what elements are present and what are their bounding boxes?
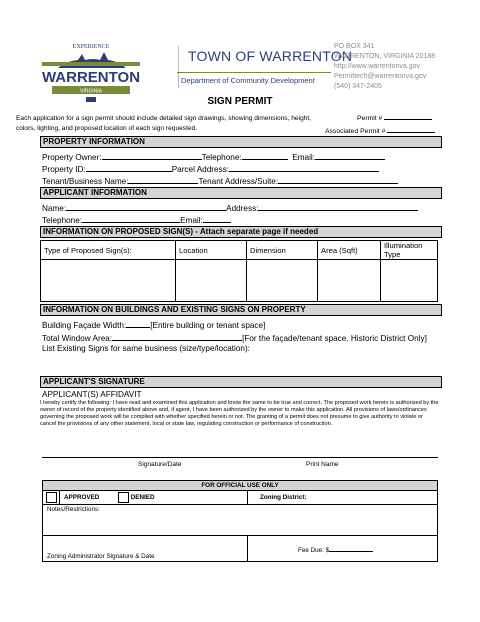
window-area-note: [For the façade/tenant space. Historic District Only]: [242, 334, 427, 343]
proposed-signs-table: [40, 240, 438, 302]
notes-cell[interactable]: [43, 505, 438, 536]
approved-checkbox[interactable]: [46, 492, 57, 503]
contact-city: WARRENTON, VIRGINIA 20188: [334, 53, 436, 60]
contact-phone: (540) 347-2405: [334, 83, 382, 90]
department-name: Department of Community Development: [181, 76, 315, 85]
column-dimension: Dimension: [247, 241, 318, 260]
applicant-email-field[interactable]: [203, 214, 231, 223]
fee-due-field[interactable]: [329, 543, 373, 552]
zoning-admin-label: Zoning Administrator Signature & Date: [47, 553, 155, 560]
window-row: [42, 332, 427, 343]
property-row-1: [42, 151, 385, 162]
town-logo: [38, 40, 144, 104]
tenant-address-field[interactable]: [278, 175, 398, 184]
applicant-row-2: [42, 214, 231, 225]
applicant-telephone-label: Telephone:: [42, 216, 83, 225]
applicant-address-label: Address:: [226, 204, 259, 213]
property-owner-field[interactable]: [102, 151, 202, 160]
contact-block: [334, 42, 435, 92]
signature-line[interactable]: [42, 457, 438, 458]
associated-permit-field[interactable]: [387, 124, 435, 133]
parcel-address-field[interactable]: [229, 163, 379, 172]
location-cell[interactable]: [176, 260, 247, 302]
header-divider: [178, 46, 179, 88]
facade-width-note: [Entire building or tenant space]: [150, 321, 266, 330]
town-name: TOWN OF WARRENTON: [188, 48, 353, 64]
table-row: [41, 260, 438, 302]
column-location: Location: [176, 241, 247, 260]
applicant-telephone-field[interactable]: [82, 214, 180, 223]
property-id-field[interactable]: [86, 163, 172, 172]
associated-permit-row: [325, 124, 435, 135]
applicant-name-label: Name:: [42, 204, 67, 213]
applicant-address-field[interactable]: [258, 202, 418, 211]
property-telephone-field[interactable]: [242, 151, 288, 160]
approved-checkbox-cell: [43, 491, 60, 505]
affidavit-text: I hereby certify the following: I have read and examined this application and know the same to be true and correct. The proposed work herein is authorized by the owner of record of the property identified above and, if agent, I have been authorized by the owner to make this application. All provisions of laws/ordinances governing the proposed work will be complied with whether specified herein or not. The granting of a permit does not presume to give authority to violate or cancel the provisions of any other statement, local or state law, regulating construction or performance of construction.: [40, 400, 439, 427]
property-row-3: [42, 175, 398, 186]
table-header-row: [41, 241, 438, 260]
facade-row: [42, 319, 265, 330]
dimension-cell[interactable]: [247, 260, 318, 302]
official-use-header: FOR OFFICIAL USE ONLY: [43, 481, 438, 491]
tenant-name-field[interactable]: [128, 175, 198, 184]
parcel-address-label: Parcel Address:: [171, 165, 230, 174]
property-row-2: [42, 163, 379, 174]
permit-number-field[interactable]: [384, 111, 432, 120]
page-title: SIGN PERMIT: [207, 96, 273, 107]
notes-label: Notes/Restrictions:: [47, 506, 100, 513]
denied-cell: [117, 491, 248, 505]
zoning-admin-cell[interactable]: [43, 536, 248, 562]
tenant-name-label: Tenant/Business Name:: [42, 177, 129, 186]
section-proposed-signs: INFORMATION ON PROPOSED SIGN(S) - Attach separate page if needed: [40, 226, 442, 238]
contact-email[interactable]: Permittech@warrentonva.gov: [334, 73, 427, 80]
permit-number-label: Permit #: [357, 115, 383, 122]
approved-label: APPROVED: [64, 494, 100, 501]
logo-band-text: VIRGINIA: [80, 88, 102, 95]
denied-checkbox[interactable]: [118, 492, 129, 503]
property-telephone-label: Telephone:: [201, 153, 242, 162]
approved-label-cell: [60, 491, 118, 505]
intro-text: Each application for a sign permit should include detailed sign drawings, showing dimensions, height, colors, lighting, and proposed location of each sign requested.: [16, 115, 312, 132]
logo-arc-text: EXPERIENCE: [72, 44, 110, 50]
zoning-district-label: Zoning District:: [260, 494, 307, 501]
section-applicant: APPLICANT INFORMATION: [40, 187, 442, 199]
column-illumination: Illumination Type: [381, 241, 438, 260]
logo-name: WARRENTON: [41, 69, 141, 86]
area-cell[interactable]: [318, 260, 381, 302]
property-email-field[interactable]: [315, 151, 385, 160]
official-use-table: [42, 480, 438, 562]
column-type: Type of Proposed Sign(s):: [41, 241, 176, 260]
section-signature: APPLICANT'S SIGNATURE: [40, 376, 442, 388]
applicant-row-1: [42, 202, 418, 213]
header-rule: [177, 72, 331, 73]
applicant-name-field[interactable]: [66, 202, 226, 211]
print-name-label: Print Name: [306, 461, 339, 468]
zoning-district-cell: [248, 491, 438, 505]
column-area: Area (Sqft): [318, 241, 381, 260]
section-buildings: INFORMATION ON BUILDINGS AND EXISTING SIGNS ON PROPERTY: [40, 304, 442, 316]
associated-permit-label: Associated Permit #: [325, 128, 386, 135]
section-property: PROPERTY INFORMATION: [40, 136, 442, 148]
property-email-label: Email:: [292, 153, 315, 162]
illumination-cell[interactable]: [381, 260, 438, 302]
window-area-field[interactable]: [112, 332, 242, 341]
facade-width-field[interactable]: [126, 319, 150, 328]
property-id-label: Property ID:: [42, 165, 86, 174]
contact-website[interactable]: http://www.warrentonva.gov: [334, 63, 420, 70]
fee-due-label: Fee Due: $: [298, 547, 330, 554]
fee-due-cell: [248, 536, 438, 562]
permit-number-row: [357, 111, 432, 122]
tenant-address-label: Tenant Address/Suite:: [198, 177, 279, 186]
affidavit-title: APPLICANT(S) AFFIDAVIT: [42, 390, 142, 399]
property-owner-label: Property Owner:: [42, 153, 102, 162]
facade-width-label: Building Façade Width:: [42, 321, 127, 330]
signature-date-label: Signature/Date: [138, 461, 182, 468]
contact-po-box: PO BOX 341: [334, 43, 375, 50]
window-area-label: Total Window Area:: [42, 334, 113, 343]
type-cell[interactable]: [41, 260, 176, 302]
denied-label: DENIED: [130, 494, 155, 502]
existing-signs-label: List Existing Signs for same business (size/type/location):: [42, 344, 250, 353]
applicant-email-label: Email:: [180, 216, 203, 225]
